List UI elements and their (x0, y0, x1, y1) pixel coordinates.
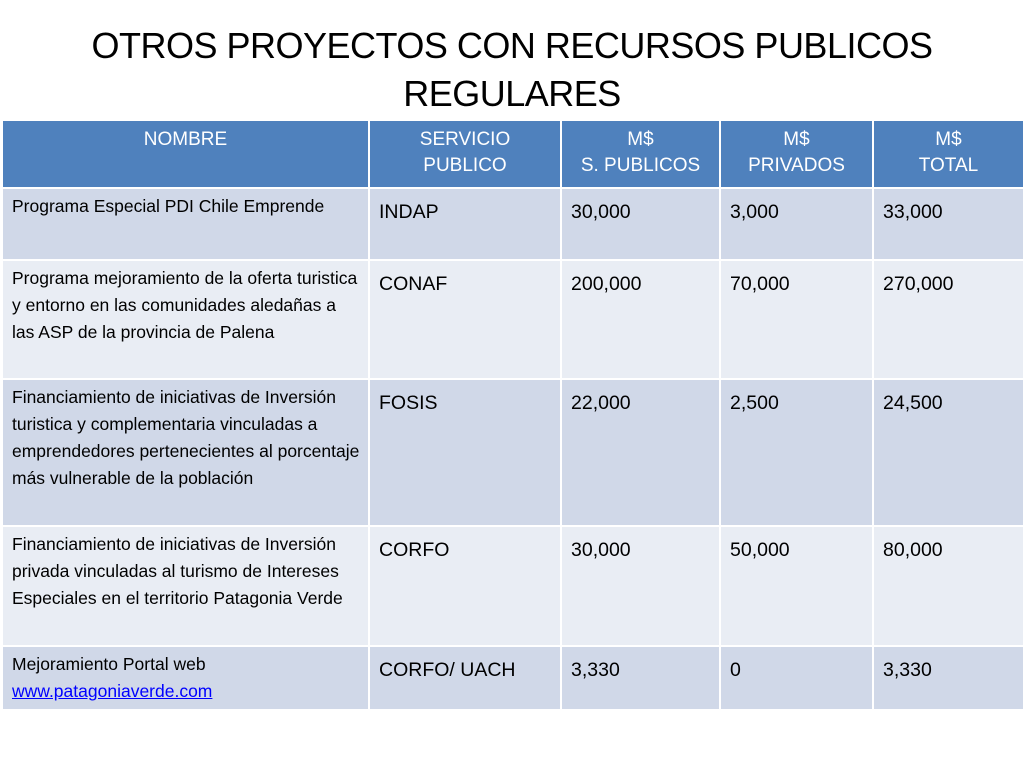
cell-publicos: 30,000 (561, 526, 720, 646)
cell-servicio: INDAP (369, 188, 561, 260)
header-ms-privados: M$ PRIVADOS (720, 120, 873, 188)
table-row (2, 188, 1024, 260)
cell-servicio: CORFO (369, 526, 561, 646)
table-header-row (2, 120, 1024, 188)
cell-total: 24,500 (873, 379, 1024, 526)
cell-nombre: Programa Especial PDI Chile Emprende (2, 188, 369, 260)
cell-privados: 0 (720, 646, 873, 710)
cell-total: 3,330 (873, 646, 1024, 710)
header-servicio-publico: SERVICIO PUBLICO (369, 120, 561, 188)
header-ms-publicos: M$ S. PUBLICOS (561, 120, 720, 188)
cell-servicio: CORFO/ UACH (369, 646, 561, 710)
cell-nombre (2, 646, 369, 710)
cell-nombre: Financiamiento de iniciativas de Inversión turistica y complementaria vinculadas a emprendedores pertenecientes al porcentaje más vulnerable de la población (2, 379, 369, 526)
cell-total: 80,000 (873, 526, 1024, 646)
patagoniaverde-link[interactable]: www.patagoniaverde.com (12, 681, 213, 701)
slide-title (0, 22, 1024, 118)
projects-table (1, 119, 1024, 711)
cell-total: 270,000 (873, 260, 1024, 379)
cell-privados: 50,000 (720, 526, 873, 646)
table-row (2, 379, 1024, 526)
cell-publicos: 22,000 (561, 379, 720, 526)
cell-nombre-text: Mejoramiento Portal web (12, 654, 206, 674)
cell-nombre: Programa mejoramiento de la oferta turistica y entorno en las comunidades aledañas a las ASP de la provincia de Palena (2, 260, 369, 379)
cell-privados: 2,500 (720, 379, 873, 526)
header-nombre: NOMBRE (2, 120, 369, 188)
cell-publicos: 3,330 (561, 646, 720, 710)
cell-publicos: 200,000 (561, 260, 720, 379)
header-ms-total: M$ TOTAL (873, 120, 1024, 188)
cell-nombre: Financiamiento de iniciativas de Inversión privada vinculadas al turismo de Intereses Especiales en el territorio Patagonia Verde (2, 526, 369, 646)
table-row (2, 260, 1024, 379)
slide-title-line-2: REGULARES (403, 73, 621, 114)
cell-privados: 70,000 (720, 260, 873, 379)
slide-title-line-1: OTROS PROYECTOS CON RECURSOS PUBLICOS (91, 25, 933, 66)
cell-servicio: FOSIS (369, 379, 561, 526)
cell-total: 33,000 (873, 188, 1024, 260)
cell-publicos: 30,000 (561, 188, 720, 260)
table-row (2, 526, 1024, 646)
cell-servicio: CONAF (369, 260, 561, 379)
cell-privados: 3,000 (720, 188, 873, 260)
table-row (2, 646, 1024, 710)
